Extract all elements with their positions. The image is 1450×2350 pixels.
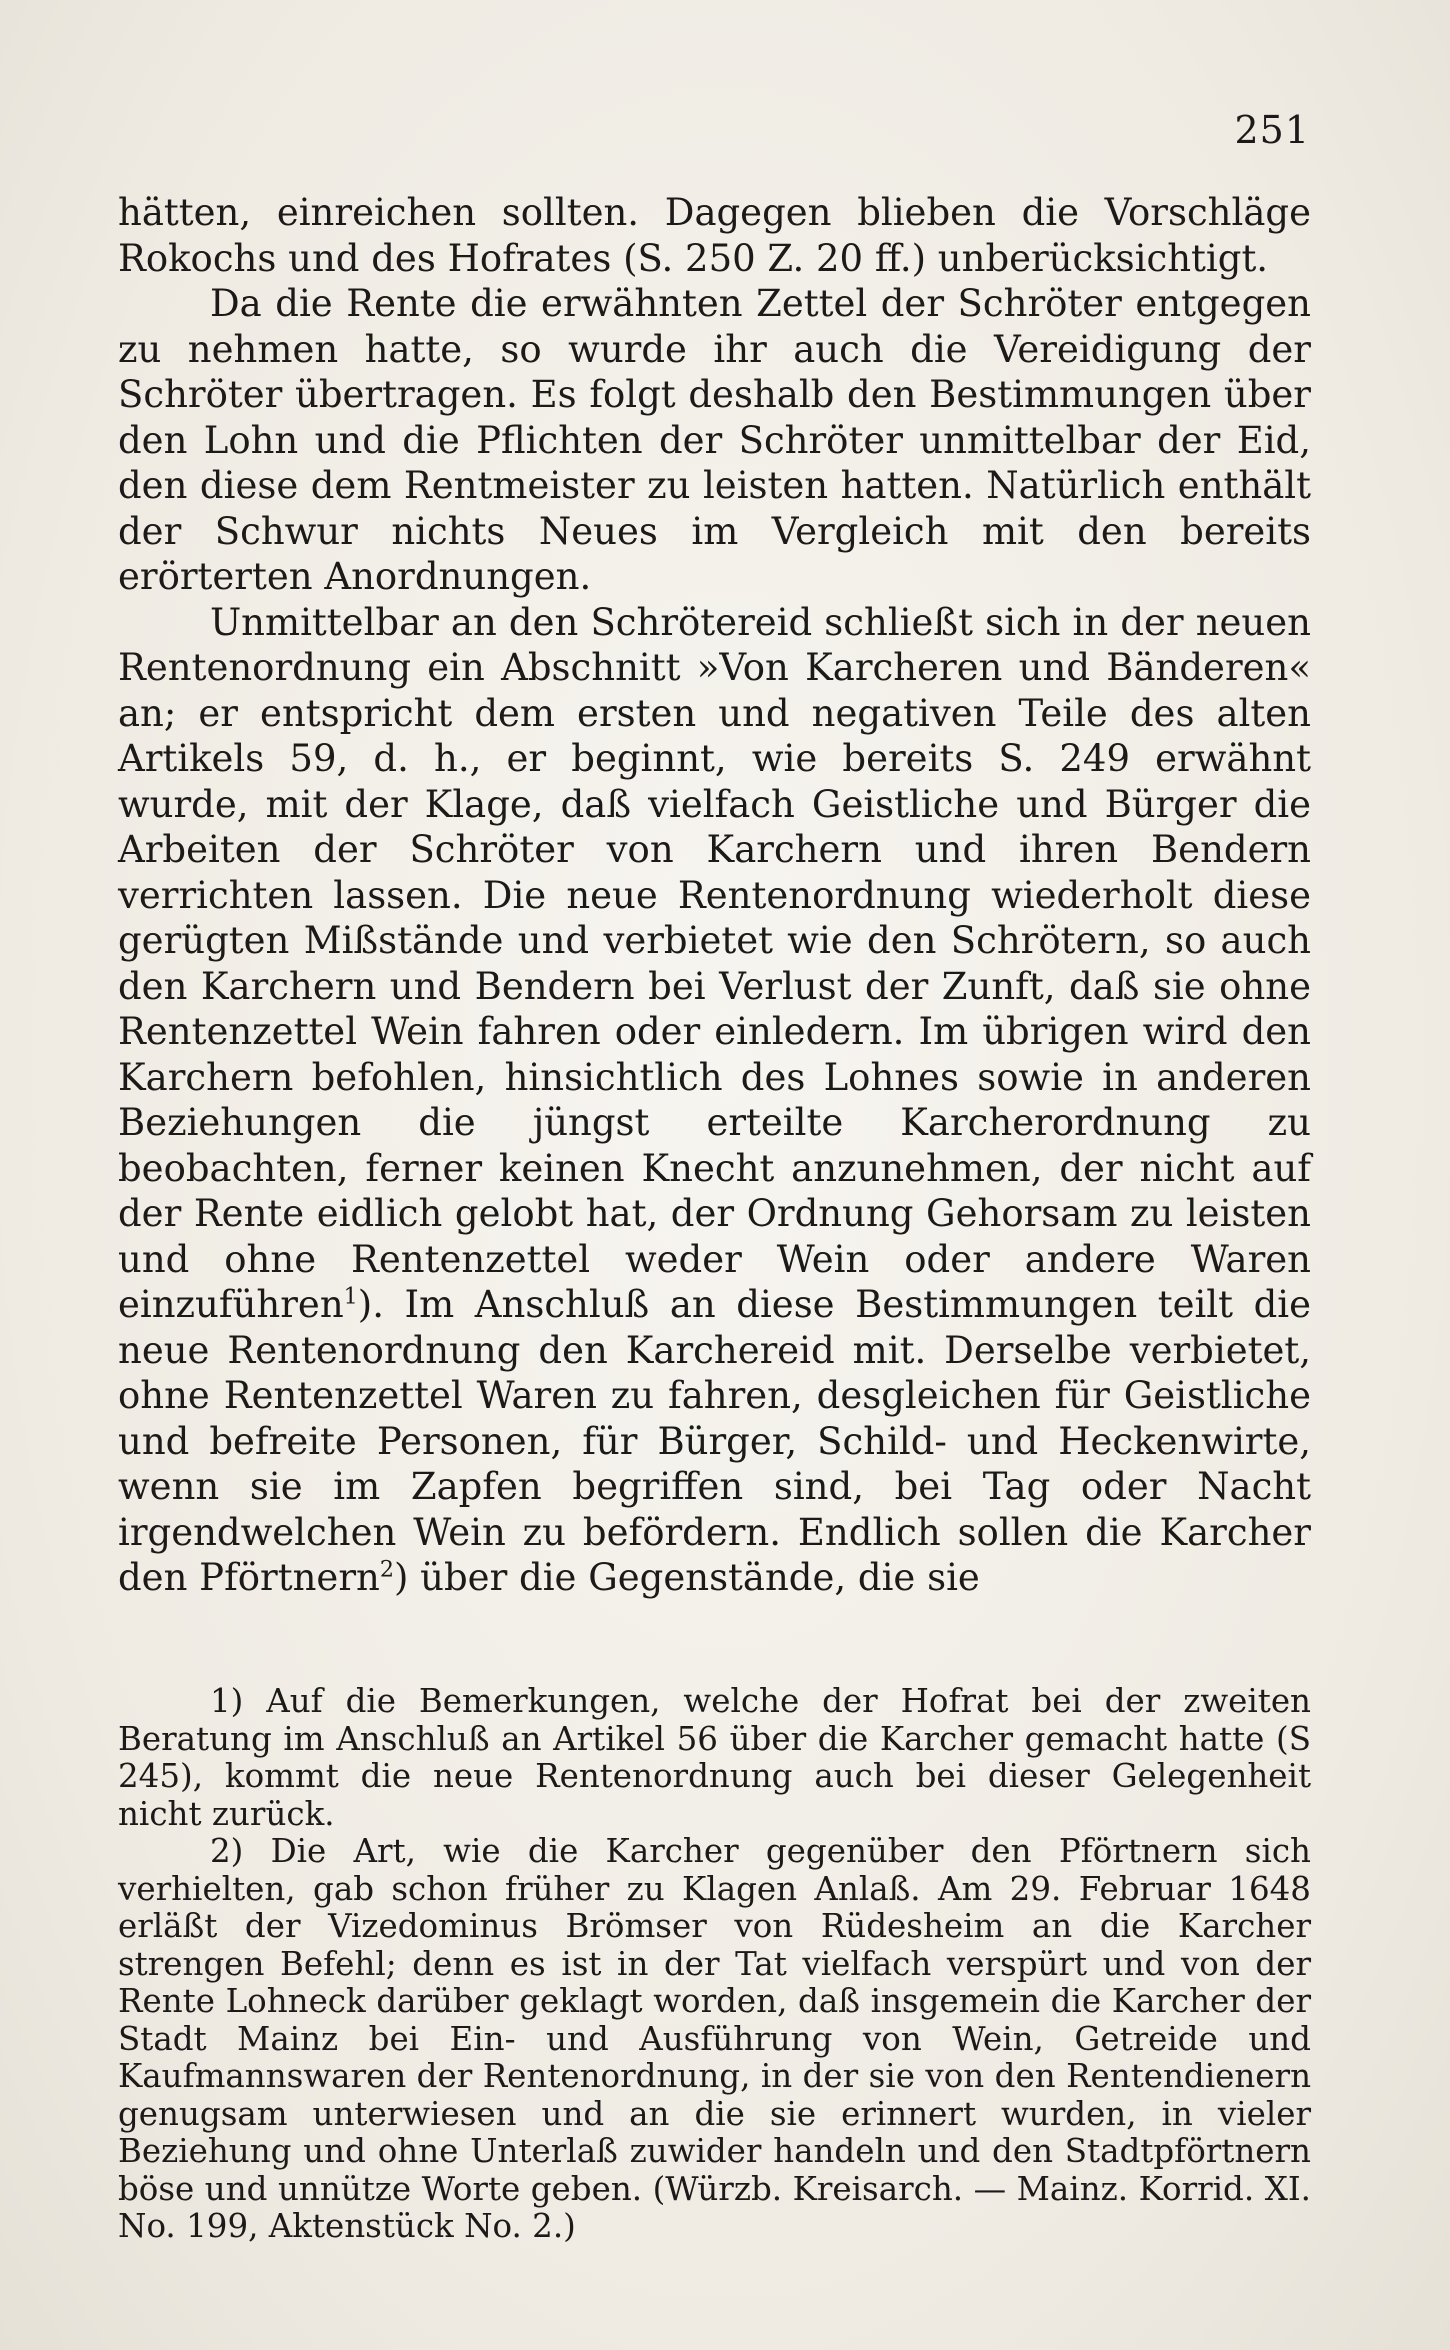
- paragraph-3-part-c: ) über die Gegenstände, die sie: [393, 1556, 980, 1599]
- footnote-2: [118, 1833, 1311, 2246]
- paragraph-3-part-b: ). Im Anschluß an diese Bestimmungen teilt die neue Rentenordnung den Karchereid mit. Derselbe verbietet, ohne Rentenzettel Waren zu fahren, desgleichen für Geistliche und befreite Personen, für Bürger, Schild- und Heckenwirte, wenn sie im Zapfen begriffen sind, bei Tag oder Nacht irgendwelchen Wein zu befördern. Endlich sollen die Karcher den Pförtnern: [118, 1283, 1311, 1599]
- footnote-2-number: 2): [210, 1832, 244, 1870]
- paragraph-3-part-a: Unmittelbar an den Schrötereid schließt sich in der neuen Rentenordnung ein Abschnitt »Von Karcheren und Bänderen« an; er entspricht dem ersten und negativen Teile des alten Artikels 59, d. h., er beginnt, wie bereits S. 249 erwähnt wurde, mit der Klage, daß vielfach Geistliche und Bürger die Arbeiten der Schröter von Karchern und ihren Bendern verrichten lassen. Die neue Rentenordnung wiederholt diese gerügten Mißstände und verbietet wie den Schrötern, so auch den Karchern und Bendern bei Verlust der Zunft, daß sie ohne Rentenzettel Wein fahren oder einledern. Im übrigen wird den Karchern befohlen, hinsichtlich des Lohnes sowie in anderen Beziehungen die jüngst erteilte Karcherordnung zu beobachten, ferner keinen Knecht anzunehmen, der nicht auf der Rente eidlich gelobt hat, der Ordnung Gehorsam zu leisten und ohne Rentenzettel weder Wein oder andere Waren einzuführen: [118, 600, 1311, 1326]
- footnote-1: [118, 1683, 1311, 1833]
- paragraph-3: [118, 600, 1311, 1601]
- footnotes: [118, 1683, 1311, 2246]
- footnote-ref-1: 1: [343, 1283, 358, 1310]
- main-text: [118, 190, 1311, 1601]
- footnote-1-text: Auf die Bemerkungen, welche der Hofrat bei der zweiten Beratung im Anschluß an Artikel 56 über die Karcher gemacht hatte (S 245), kommt die neue Rentenordnung auch bei dieser Gelegenheit nicht zurück.: [118, 1682, 1311, 1833]
- page-number: 251: [1234, 108, 1310, 152]
- paragraph-1: hätten, einreichen sollten. Dagegen blieben die Vorschläge Rokochs und des Hofrates (S. 250 Z. 20 ff.) unberücksichtigt.: [118, 191, 1311, 280]
- footnote-ref-2: 2: [379, 1556, 394, 1583]
- footnote-1-number: 1): [210, 1682, 244, 1720]
- paragraph-2: Da die Rente die erwähnten Zettel der Schröter entgegen zu nehmen hatte, so wurde ihr auch die Vereidigung der Schröter übertragen. Es folgt deshalb den Bestimmungen über den Lohn und die Pflichten der Schröter unmittelbar der Eid, den diese dem Rentmeister zu leisten hatten. Natürlich enthält der Schwur nichts Neues im Vergleich mit den bereits erörterten Anordnungen.: [118, 282, 1311, 598]
- footnote-2-text: Die Art, wie die Karcher gegenüber den Pförtnern sich verhielten, gab schon früher zu Klagen Anlaß. Am 29. Februar 1648 erläßt der Vizedominus Brömser von Rüdesheim an die Karcher strengen Befehl; denn es ist in der Tat vielfach verspürt und von der Rente Lohneck darüber geklagt worden, daß insgemein die Karcher der Stadt Mainz bei Ein- und Ausführung von Wein, Getreide und Kaufmannswaren der Rentenordnung, in der sie von den Rentendienern genugsam unterwiesen und an die sie erinnert wurden, in vieler Beziehung und ohne Unterlaß zuwider handeln und den Stadtpförtnern böse und unnütze Worte geben. (Würzb. Kreisarch. — Mainz. Korrid. XI. No. 199, Aktenstück No. 2.): [118, 1832, 1311, 2245]
